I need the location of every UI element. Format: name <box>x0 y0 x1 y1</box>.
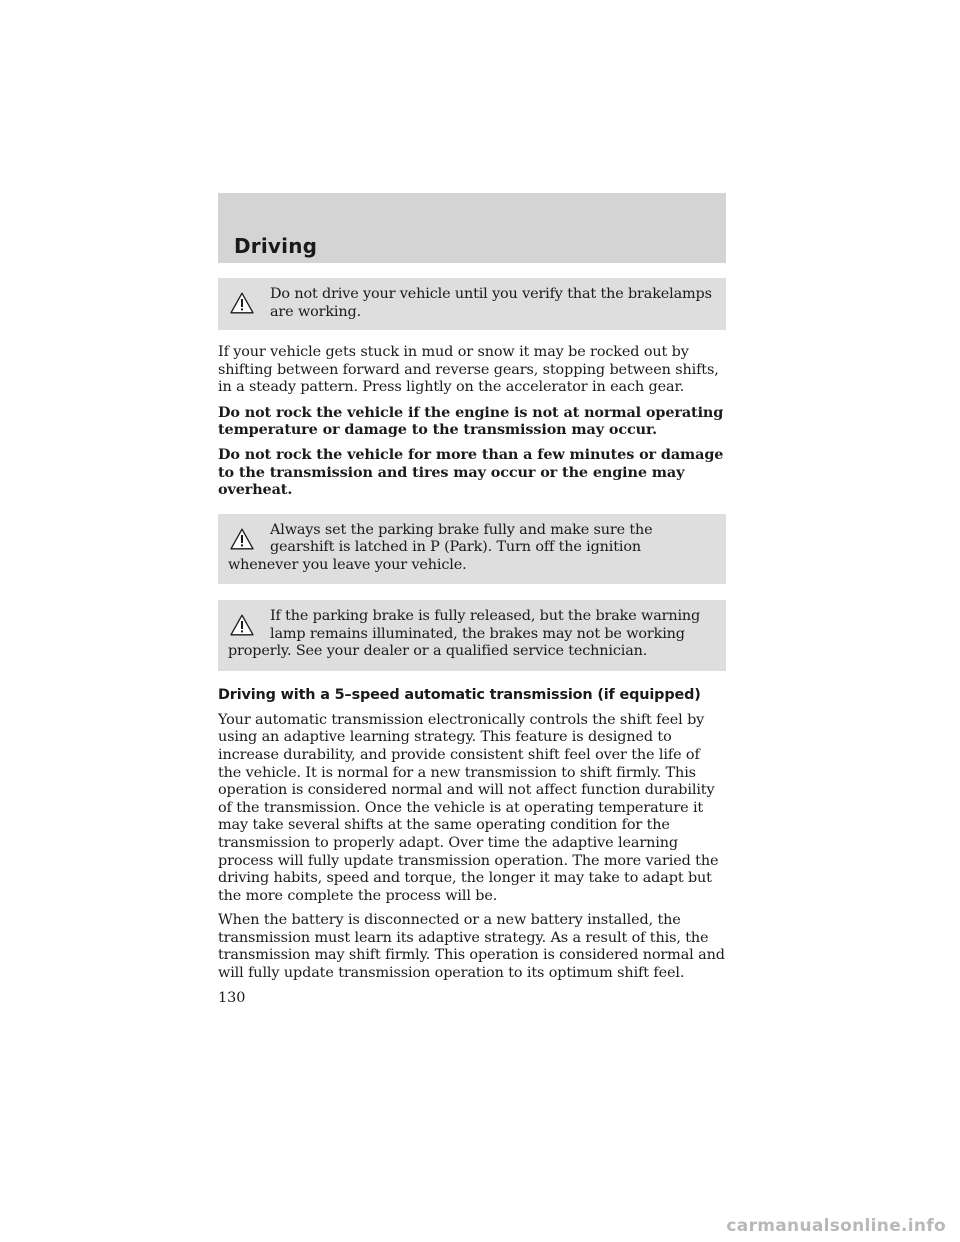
warning-text: Always set the parking brake fully and make sure the gearshift is latched in P (Park). Turn off the ignition whenever you leave your vehicle. <box>228 521 653 573</box>
caution-temperature: Do not rock the vehicle if the engine is not at normal operating temperature or damage to the transmission may occur. <box>218 403 724 439</box>
section-header <box>218 193 726 263</box>
manual-page <box>218 193 726 983</box>
warning-text: Do not drive your vehicle until you verify that the brakelamps are working. <box>270 286 712 320</box>
paragraph-adaptive-learning: Your automatic transmission electronically controls the shift feel by using an adaptive learning strategy. This feature is designed to increase durability, and provide consistent shift feel over the life of the vehicle. It is normal for a new transmission to shift firmly. This operation is considered normal and will not affect function durability of the transmission. Once the vehicle is at operating temperature it may take several shifts at the same operating condition for the transmission to properly adapt. Over time the adaptive learning process will fully update transmission operation. The more varied the driving habits, speed and torque, the longer it may take to adapt but the more complete the process will be. <box>218 711 719 904</box>
section-title: Driving <box>234 234 318 258</box>
warning-triangle-icon <box>230 614 254 636</box>
warning-text: If the parking brake is fully released, but the brake warning lamp remains illuminated, the brakes may not be working properly. See your dealer or a qualified service technician. <box>228 608 701 660</box>
caution-duration: Do not rock the vehicle for more than a few minutes or damage to the transmission and tires may occur or the engine may overheat. <box>218 445 724 499</box>
warning-box-brake-lamp <box>218 600 726 671</box>
watermark: carmanualsonline.info <box>726 1216 946 1236</box>
page-number: 130 <box>218 990 246 1006</box>
paragraph-rocking: If your vehicle gets stuck in mud or snow it may be rocked out by shifting between forward and reverse gears, stopping between shifts, in a steady pattern. Press lightly on the accelerator in each gear. <box>218 344 719 396</box>
subheading-5-speed: Driving with a 5–speed automatic transmission (if equipped) <box>218 686 701 703</box>
warning-box-brakelamps <box>218 278 726 330</box>
warning-triangle-icon <box>230 292 254 314</box>
warning-box-parking-brake <box>218 514 726 585</box>
paragraph-battery: When the battery is disconnected or a new battery installed, the transmission must learn its adaptive strategy. As a result of this, the transmission may shift firmly. This operation is considered normal and will fully update transmission operation to its optimum shift feel. <box>218 912 725 982</box>
warning-triangle-icon <box>230 528 254 550</box>
